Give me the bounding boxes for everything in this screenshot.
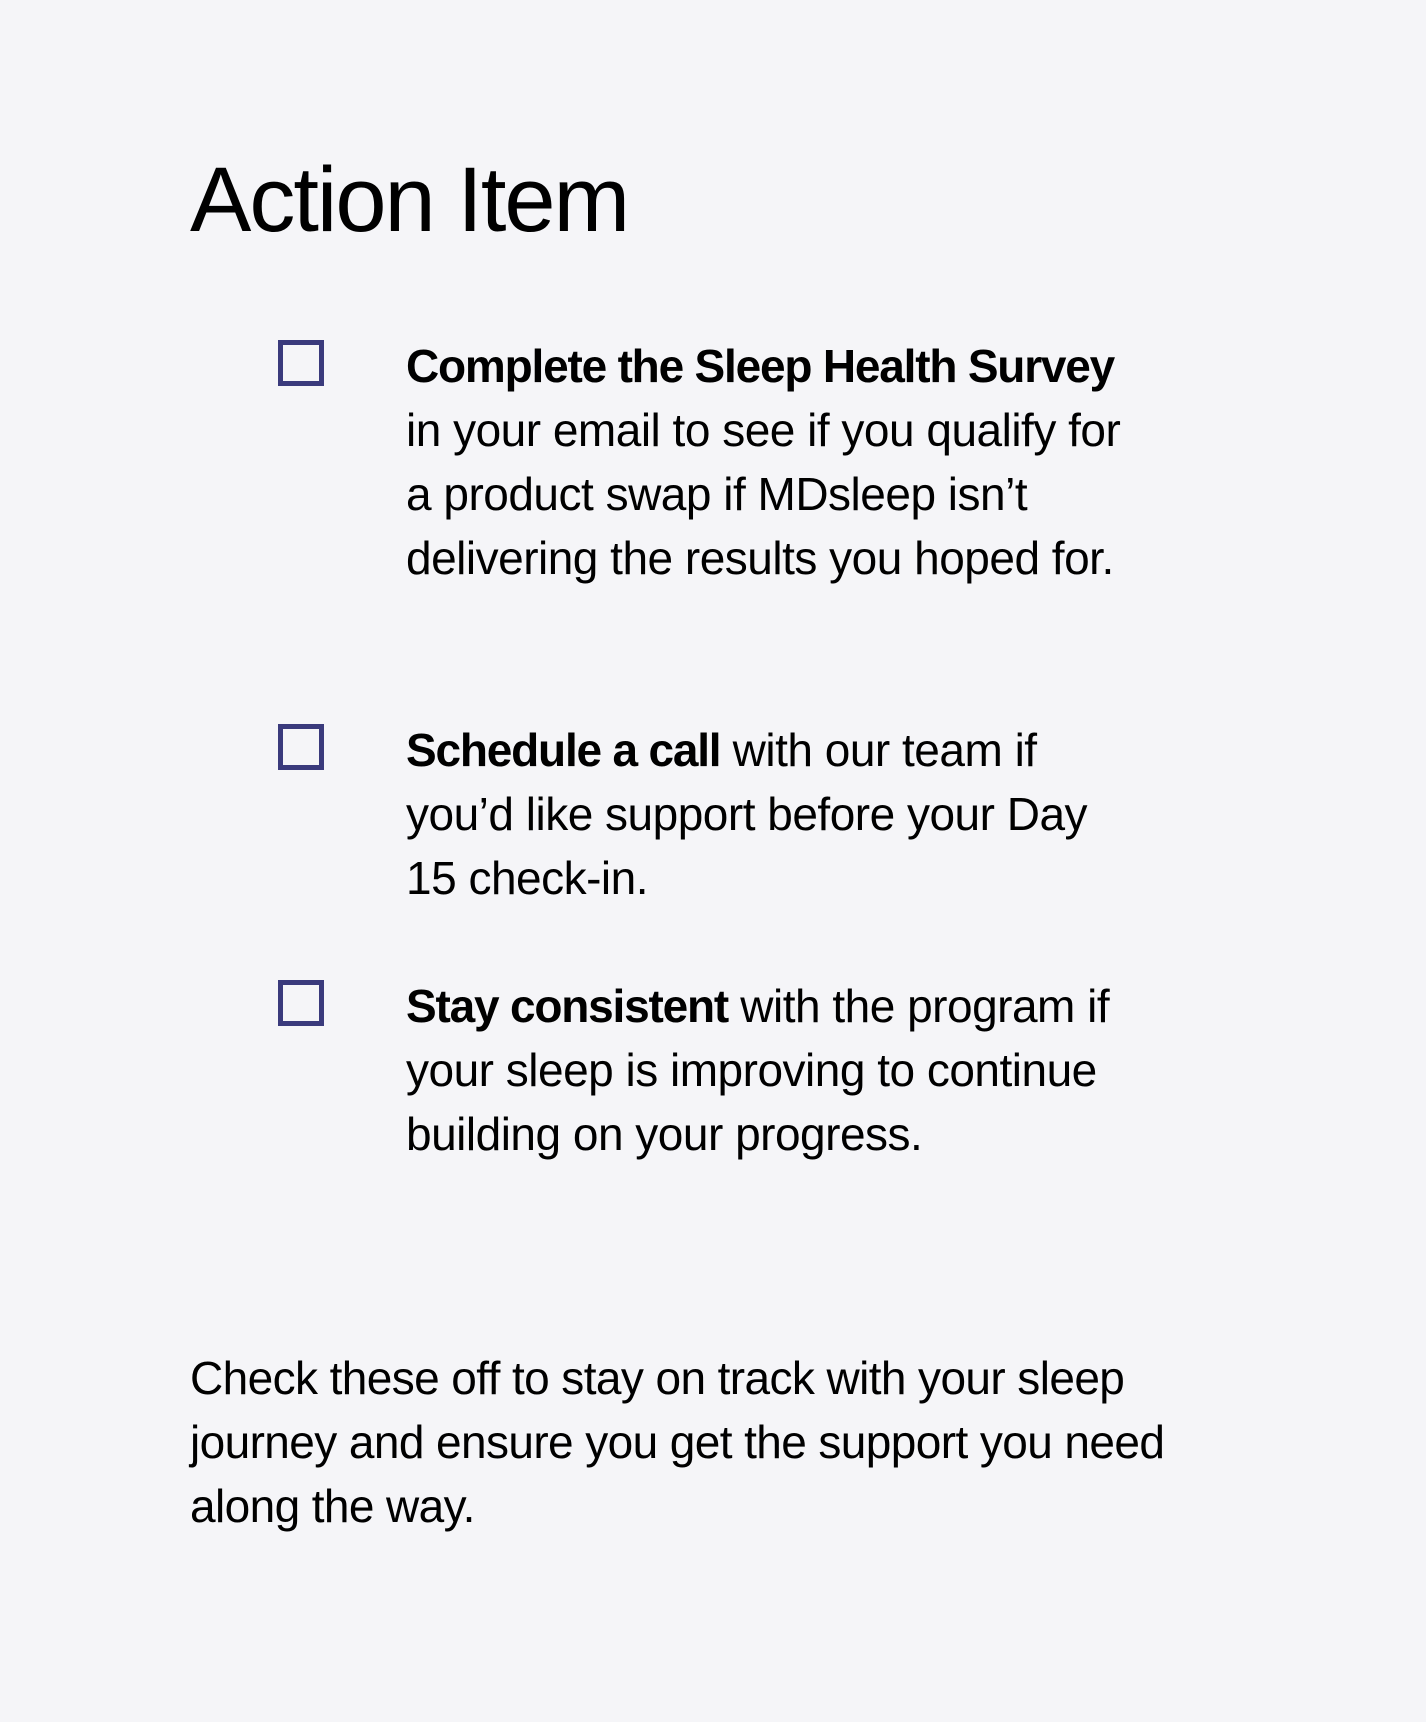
checklist-item-bold: Stay consistent	[406, 980, 728, 1032]
checkbox-survey[interactable]	[278, 340, 324, 386]
checklist-item-text	[406, 974, 1126, 1166]
page-title: Action Item	[190, 149, 629, 251]
checklist-item-body: in your email to see if you qualify for a product swap if MDsleep isn’t delivering the results you hoped for.	[406, 404, 1121, 584]
checklist-item-body: with the program if your sleep is improving to continue building on your progress.	[406, 980, 1110, 1160]
checklist-item-body: with our team if you’d like support before your Day 15 check-in.	[406, 724, 1088, 904]
checklist-item-bold: Complete the Sleep Health Survey	[406, 340, 1115, 392]
checklist-item-text	[406, 718, 1126, 910]
checklist-item-text	[406, 334, 1126, 590]
footer-note: Check these off to stay on track with your sleep journey and ensure you get the support you need along the way.	[190, 1352, 1165, 1532]
checkbox-stay-consistent[interactable]	[278, 980, 324, 1026]
checklist-item-bold: Schedule a call	[406, 724, 721, 776]
checkbox-schedule-call[interactable]	[278, 724, 324, 770]
